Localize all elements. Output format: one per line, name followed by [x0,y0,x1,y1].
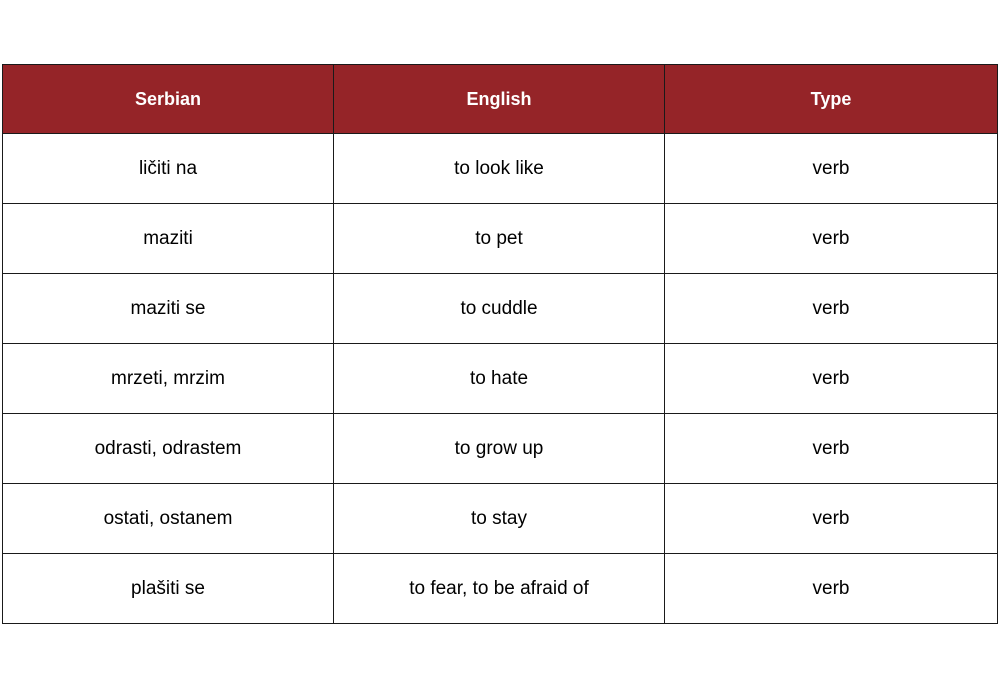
table-row [3,554,998,624]
table-header [3,65,998,134]
column-header-serbian: Serbian [3,65,334,134]
column-header-english: English [334,65,665,134]
english-cell: to fear, to be afraid of [334,554,665,624]
table-row [3,414,998,484]
english-cell: to hate [334,344,665,414]
table-row [3,344,998,414]
table-row [3,484,998,554]
english-cell: to look like [334,134,665,204]
serbian-cell: ličiti na [3,134,334,204]
type-cell: verb [665,484,998,554]
table-row [3,204,998,274]
type-cell: verb [665,344,998,414]
english-cell: to stay [334,484,665,554]
vocabulary-table [2,64,998,624]
serbian-cell: odrasti, odrastem [3,414,334,484]
serbian-cell: ostati, ostanem [3,484,334,554]
serbian-cell: plašiti se [3,554,334,624]
header-row [3,65,998,134]
type-cell: verb [665,274,998,344]
serbian-cell: maziti se [3,274,334,344]
type-cell: verb [665,134,998,204]
serbian-cell: maziti [3,204,334,274]
type-cell: verb [665,414,998,484]
type-cell: verb [665,204,998,274]
type-cell: verb [665,554,998,624]
english-cell: to grow up [334,414,665,484]
table-body [3,134,998,624]
table-row [3,274,998,344]
english-cell: to cuddle [334,274,665,344]
table-row [3,134,998,204]
serbian-cell: mrzeti, mrzim [3,344,334,414]
column-header-type: Type [665,65,998,134]
english-cell: to pet [334,204,665,274]
